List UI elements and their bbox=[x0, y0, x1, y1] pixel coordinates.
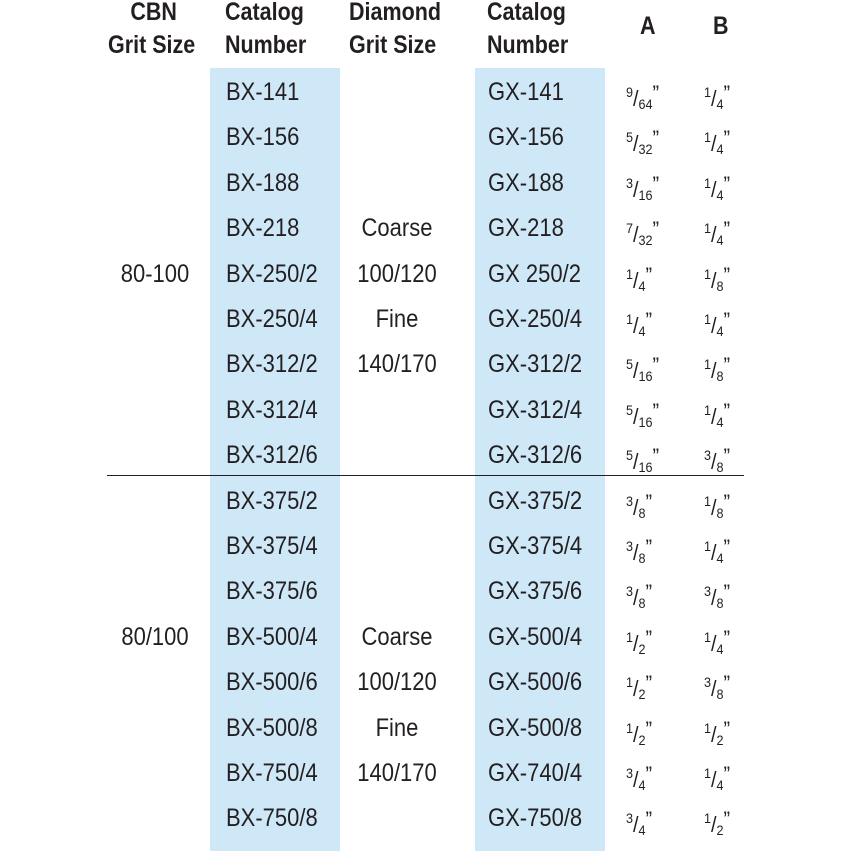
fraction-denominator: 16 bbox=[638, 413, 653, 430]
fraction-denominator: 16 bbox=[638, 186, 653, 203]
inch-mark: ” bbox=[723, 217, 730, 243]
fraction-numerator: 1 bbox=[626, 719, 634, 736]
dimension-a bbox=[626, 667, 651, 709]
fraction-denominator: 4 bbox=[716, 640, 724, 657]
dimension-b bbox=[704, 667, 729, 709]
dimension-a bbox=[626, 622, 651, 664]
gx-catalog-number: GX-375/2 bbox=[488, 486, 583, 515]
header-diamond-line2: Grit Size bbox=[349, 31, 437, 59]
gx-catalog-number: GX-375/4 bbox=[488, 532, 583, 560]
dimension-b bbox=[704, 576, 729, 618]
dimension-a bbox=[626, 395, 658, 437]
gx-catalog-number: GX-750/8 bbox=[488, 804, 583, 833]
header-gx-catalog-number bbox=[487, 0, 568, 62]
fraction-numerator: 1 bbox=[704, 719, 712, 736]
fraction-slash: / bbox=[633, 176, 639, 202]
fraction-slash: / bbox=[711, 449, 717, 475]
inch-mark: ” bbox=[723, 81, 730, 106]
fraction-denominator: 8 bbox=[638, 550, 646, 566]
fraction-slash: / bbox=[633, 721, 639, 747]
fraction-denominator: 4 bbox=[716, 323, 724, 339]
bx-catalog-number: BX-312/6 bbox=[226, 441, 318, 470]
bx-catalog-number: BX-250/4 bbox=[226, 305, 318, 333]
inch-mark: ” bbox=[723, 126, 730, 152]
fraction-denominator: 16 bbox=[638, 368, 653, 385]
diamond-grit-size: Fine bbox=[375, 713, 419, 742]
fraction-denominator: 8 bbox=[716, 277, 724, 294]
fraction-numerator: 1 bbox=[704, 356, 712, 373]
inch-mark: ” bbox=[645, 535, 652, 560]
fraction-denominator: 32 bbox=[638, 232, 653, 249]
header-bx-catalog-line1: Catalog bbox=[225, 0, 304, 26]
dimension-a bbox=[626, 349, 658, 391]
inch-mark: ” bbox=[645, 262, 652, 288]
dimension-a bbox=[626, 77, 658, 119]
diamond-grit-size: Coarse bbox=[361, 622, 433, 651]
dimension-b bbox=[704, 304, 729, 346]
fraction-slash: / bbox=[633, 812, 639, 838]
dimension-a bbox=[626, 758, 651, 800]
cbn-grit-size: 80/100 bbox=[121, 622, 189, 651]
fraction-slash: / bbox=[711, 494, 717, 520]
bx-catalog-number: BX-750/4 bbox=[226, 759, 318, 787]
fraction-numerator: 9 bbox=[626, 84, 634, 100]
inch-mark: ” bbox=[723, 444, 730, 470]
inch-mark: ” bbox=[723, 171, 730, 197]
dimension-b bbox=[704, 395, 729, 437]
fraction-denominator: 8 bbox=[716, 595, 724, 612]
fraction-numerator: 3 bbox=[626, 810, 634, 827]
fraction-numerator: 1 bbox=[704, 492, 712, 509]
fraction-denominator: 4 bbox=[638, 777, 646, 793]
fraction-denominator: 8 bbox=[716, 459, 724, 476]
inch-mark: ” bbox=[645, 308, 652, 333]
header-diamond-grit-size bbox=[349, 0, 441, 62]
dimension-a bbox=[626, 259, 651, 301]
fraction-denominator: 16 bbox=[638, 459, 653, 476]
inch-mark: ” bbox=[652, 81, 659, 106]
fraction-slash: / bbox=[711, 767, 717, 792]
dimension-b bbox=[704, 531, 729, 573]
fraction-numerator: 3 bbox=[626, 174, 634, 191]
fraction-slash: / bbox=[711, 403, 717, 429]
bx-catalog-number: BX-375/2 bbox=[226, 486, 318, 515]
inch-mark: ” bbox=[645, 807, 652, 833]
bx-catalog-number: BX-156 bbox=[226, 123, 300, 152]
bx-catalog-number: BX-250/2 bbox=[226, 259, 318, 288]
fraction-numerator: 3 bbox=[626, 492, 634, 509]
fraction-slash: / bbox=[633, 313, 639, 338]
dimension-a bbox=[626, 713, 651, 755]
dimension-a bbox=[626, 122, 658, 164]
fraction-denominator: 2 bbox=[638, 640, 646, 657]
gx-catalog-number: GX-312/6 bbox=[488, 441, 583, 470]
bx-catalog-number: BX-188 bbox=[226, 168, 300, 197]
dimension-b bbox=[704, 168, 729, 210]
dimension-b bbox=[704, 803, 729, 845]
fraction-numerator: 1 bbox=[626, 311, 634, 327]
dimension-b bbox=[704, 259, 729, 301]
fraction-slash: / bbox=[711, 86, 717, 111]
inch-mark: ” bbox=[652, 217, 659, 243]
fraction-denominator: 4 bbox=[716, 550, 724, 566]
inch-mark: ” bbox=[645, 625, 652, 651]
gx-catalog-number: GX-312/2 bbox=[488, 350, 583, 379]
fraction-slash: / bbox=[633, 494, 639, 520]
gx-catalog-number: GX-500/8 bbox=[488, 713, 583, 742]
fraction-slash: / bbox=[711, 676, 717, 702]
fraction-numerator: 1 bbox=[704, 311, 712, 327]
dimension-a bbox=[626, 213, 658, 255]
fraction-slash: / bbox=[633, 767, 639, 792]
dimension-b bbox=[704, 213, 729, 255]
fraction-denominator: 4 bbox=[638, 822, 646, 839]
gx-catalog-number: GX-141 bbox=[488, 78, 564, 106]
fraction-denominator: 4 bbox=[716, 232, 724, 249]
inch-mark: ” bbox=[652, 353, 659, 379]
fraction-denominator: 8 bbox=[638, 504, 646, 521]
dimension-b bbox=[704, 349, 729, 391]
fraction-numerator: 1 bbox=[626, 674, 634, 691]
bx-catalog-number: BX-312/4 bbox=[226, 395, 318, 424]
inch-mark: ” bbox=[723, 398, 730, 424]
header-b: B bbox=[713, 12, 729, 40]
fraction-numerator: 5 bbox=[626, 401, 634, 418]
fraction-denominator: 2 bbox=[716, 731, 724, 748]
diamond-grit-size: 100/120 bbox=[357, 259, 437, 288]
dimension-a bbox=[626, 486, 651, 528]
gx-catalog-number: GX-250/4 bbox=[488, 305, 583, 333]
inch-mark: ” bbox=[723, 308, 730, 333]
gx-catalog-number: GX-740/4 bbox=[488, 759, 583, 787]
dimension-b bbox=[704, 758, 729, 800]
inch-mark: ” bbox=[723, 716, 730, 742]
fraction-numerator: 1 bbox=[704, 628, 712, 645]
fraction-slash: / bbox=[633, 676, 639, 702]
fraction-slash: / bbox=[711, 630, 717, 656]
fraction-slash: / bbox=[633, 540, 639, 565]
dimension-a bbox=[626, 168, 658, 210]
header-a: A bbox=[640, 12, 656, 40]
inch-mark: ” bbox=[723, 625, 730, 651]
fraction-numerator: 1 bbox=[704, 84, 712, 100]
header-cbn-line1: CBN bbox=[130, 0, 177, 26]
inch-mark: ” bbox=[723, 262, 730, 288]
inch-mark: ” bbox=[645, 671, 652, 697]
inch-mark: ” bbox=[723, 353, 730, 379]
fraction-numerator: 1 bbox=[704, 265, 712, 282]
fraction-numerator: 1 bbox=[704, 129, 712, 146]
fraction-slash: / bbox=[633, 403, 639, 429]
gx-catalog-number: GX-375/6 bbox=[488, 577, 583, 606]
fraction-slash: / bbox=[633, 358, 639, 384]
fraction-denominator: 8 bbox=[716, 504, 724, 521]
fraction-denominator: 32 bbox=[638, 141, 653, 158]
fraction-denominator: 4 bbox=[638, 277, 646, 294]
header-bx-catalog-line2: Number bbox=[225, 31, 307, 59]
bx-catalog-number: BX-500/6 bbox=[226, 668, 318, 697]
fraction-numerator: 3 bbox=[704, 583, 712, 600]
bx-catalog-number: BX-141 bbox=[226, 78, 300, 106]
fraction-numerator: 5 bbox=[626, 447, 634, 464]
fraction-numerator: 1 bbox=[704, 538, 712, 554]
inch-mark: ” bbox=[645, 762, 652, 787]
inch-mark: ” bbox=[723, 580, 730, 606]
bx-catalog-number: BX-750/8 bbox=[226, 804, 318, 833]
dimension-a bbox=[626, 440, 658, 482]
fraction-denominator: 8 bbox=[638, 595, 646, 612]
fraction-slash: / bbox=[711, 585, 717, 611]
inch-mark: ” bbox=[652, 398, 659, 424]
fraction-slash: / bbox=[633, 585, 639, 611]
header-diamond-line1: Diamond bbox=[349, 0, 441, 26]
fraction-denominator: 4 bbox=[716, 777, 724, 793]
header-cbn-line2: Grit Size bbox=[108, 31, 196, 59]
inch-mark: ” bbox=[723, 807, 730, 833]
dimension-a bbox=[626, 803, 651, 845]
fraction-numerator: 1 bbox=[704, 401, 712, 418]
fraction-denominator: 4 bbox=[638, 323, 646, 339]
dimension-b bbox=[704, 122, 729, 164]
dimension-b bbox=[704, 440, 729, 482]
gx-catalog-number: GX-312/4 bbox=[488, 395, 583, 424]
dimension-b bbox=[704, 713, 729, 755]
fraction-numerator: 1 bbox=[626, 265, 634, 282]
fraction-slash: / bbox=[711, 267, 717, 293]
fraction-slash: / bbox=[633, 267, 639, 293]
gx-catalog-number: GX-218 bbox=[488, 214, 564, 243]
fraction-slash: / bbox=[633, 222, 639, 248]
fraction-denominator: 4 bbox=[716, 141, 724, 158]
dimension-b bbox=[704, 77, 729, 119]
fraction-numerator: 1 bbox=[704, 765, 712, 781]
gx-catalog-number: GX-500/4 bbox=[488, 622, 583, 651]
fraction-slash: / bbox=[711, 222, 717, 248]
fraction-slash: / bbox=[633, 630, 639, 656]
fraction-numerator: 1 bbox=[704, 810, 712, 827]
gx-catalog-number: GX-156 bbox=[488, 123, 564, 152]
gx-catalog-number: GX-188 bbox=[488, 168, 564, 197]
bx-catalog-number: BX-500/8 bbox=[226, 713, 318, 742]
inch-mark: ” bbox=[645, 580, 652, 606]
fraction-numerator: 5 bbox=[626, 356, 634, 373]
fraction-denominator: 64 bbox=[638, 96, 653, 112]
fraction-slash: / bbox=[711, 313, 717, 338]
fraction-slash: / bbox=[711, 721, 717, 747]
fraction-slash: / bbox=[711, 176, 717, 202]
fraction-denominator: 4 bbox=[716, 96, 724, 112]
inch-mark: ” bbox=[723, 671, 730, 697]
header-bx-catalog-number bbox=[225, 0, 306, 62]
gx-catalog-number: GX 250/2 bbox=[488, 259, 581, 288]
inch-mark: ” bbox=[723, 489, 730, 515]
fraction-slash: / bbox=[633, 86, 639, 111]
fraction-denominator: 2 bbox=[716, 822, 724, 839]
fraction-numerator: 7 bbox=[626, 220, 634, 237]
bx-catalog-number: BX-375/6 bbox=[226, 577, 318, 606]
dimension-a bbox=[626, 531, 651, 573]
cbn-grit-size: 80-100 bbox=[120, 259, 190, 288]
diamond-grit-size: 100/120 bbox=[357, 668, 437, 697]
fraction-numerator: 1 bbox=[704, 174, 712, 191]
fraction-denominator: 4 bbox=[716, 413, 724, 430]
dimension-b bbox=[704, 486, 729, 528]
gx-catalog-number: GX-500/6 bbox=[488, 668, 583, 697]
fraction-numerator: 3 bbox=[704, 447, 712, 464]
fraction-denominator: 8 bbox=[716, 368, 724, 385]
fraction-slash: / bbox=[711, 540, 717, 565]
inch-mark: ” bbox=[645, 716, 652, 742]
inch-mark: ” bbox=[652, 171, 659, 197]
fraction-numerator: 5 bbox=[626, 129, 634, 146]
inch-mark: ” bbox=[723, 535, 730, 560]
inch-mark: ” bbox=[652, 444, 659, 470]
inch-mark: ” bbox=[723, 762, 730, 787]
diamond-grit-size: 140/170 bbox=[357, 350, 437, 379]
fraction-numerator: 3 bbox=[704, 674, 712, 691]
fraction-slash: / bbox=[711, 358, 717, 384]
fraction-slash: / bbox=[711, 131, 717, 157]
dimension-a bbox=[626, 304, 651, 346]
bx-catalog-number: BX-500/4 bbox=[226, 622, 318, 651]
fraction-denominator: 8 bbox=[716, 686, 724, 703]
fraction-numerator: 3 bbox=[626, 538, 634, 554]
inch-mark: ” bbox=[652, 126, 659, 152]
fraction-numerator: 3 bbox=[626, 765, 634, 781]
bx-catalog-number: BX-375/4 bbox=[226, 532, 318, 560]
inch-mark: ” bbox=[645, 489, 652, 515]
fraction-denominator: 2 bbox=[638, 686, 646, 703]
bx-catalog-number: BX-218 bbox=[226, 214, 300, 243]
dimension-b bbox=[704, 622, 729, 664]
fraction-slash: / bbox=[633, 449, 639, 475]
header-cbn-grit-size bbox=[108, 0, 195, 62]
fraction-numerator: 1 bbox=[626, 628, 634, 645]
fraction-denominator: 2 bbox=[638, 731, 646, 748]
fraction-slash: / bbox=[633, 131, 639, 157]
bx-catalog-number: BX-312/2 bbox=[226, 350, 318, 379]
fraction-numerator: 1 bbox=[704, 220, 712, 237]
header-gx-catalog-line2: Number bbox=[487, 31, 569, 59]
diamond-grit-size: Coarse bbox=[361, 214, 433, 243]
dimension-a bbox=[626, 576, 651, 618]
fraction-numerator: 3 bbox=[626, 583, 634, 600]
diamond-grit-size: Fine bbox=[375, 305, 419, 333]
fraction-slash: / bbox=[711, 812, 717, 838]
diamond-grit-size: 140/170 bbox=[357, 759, 437, 787]
header-gx-catalog-line1: Catalog bbox=[487, 0, 566, 26]
fraction-denominator: 4 bbox=[716, 186, 724, 203]
